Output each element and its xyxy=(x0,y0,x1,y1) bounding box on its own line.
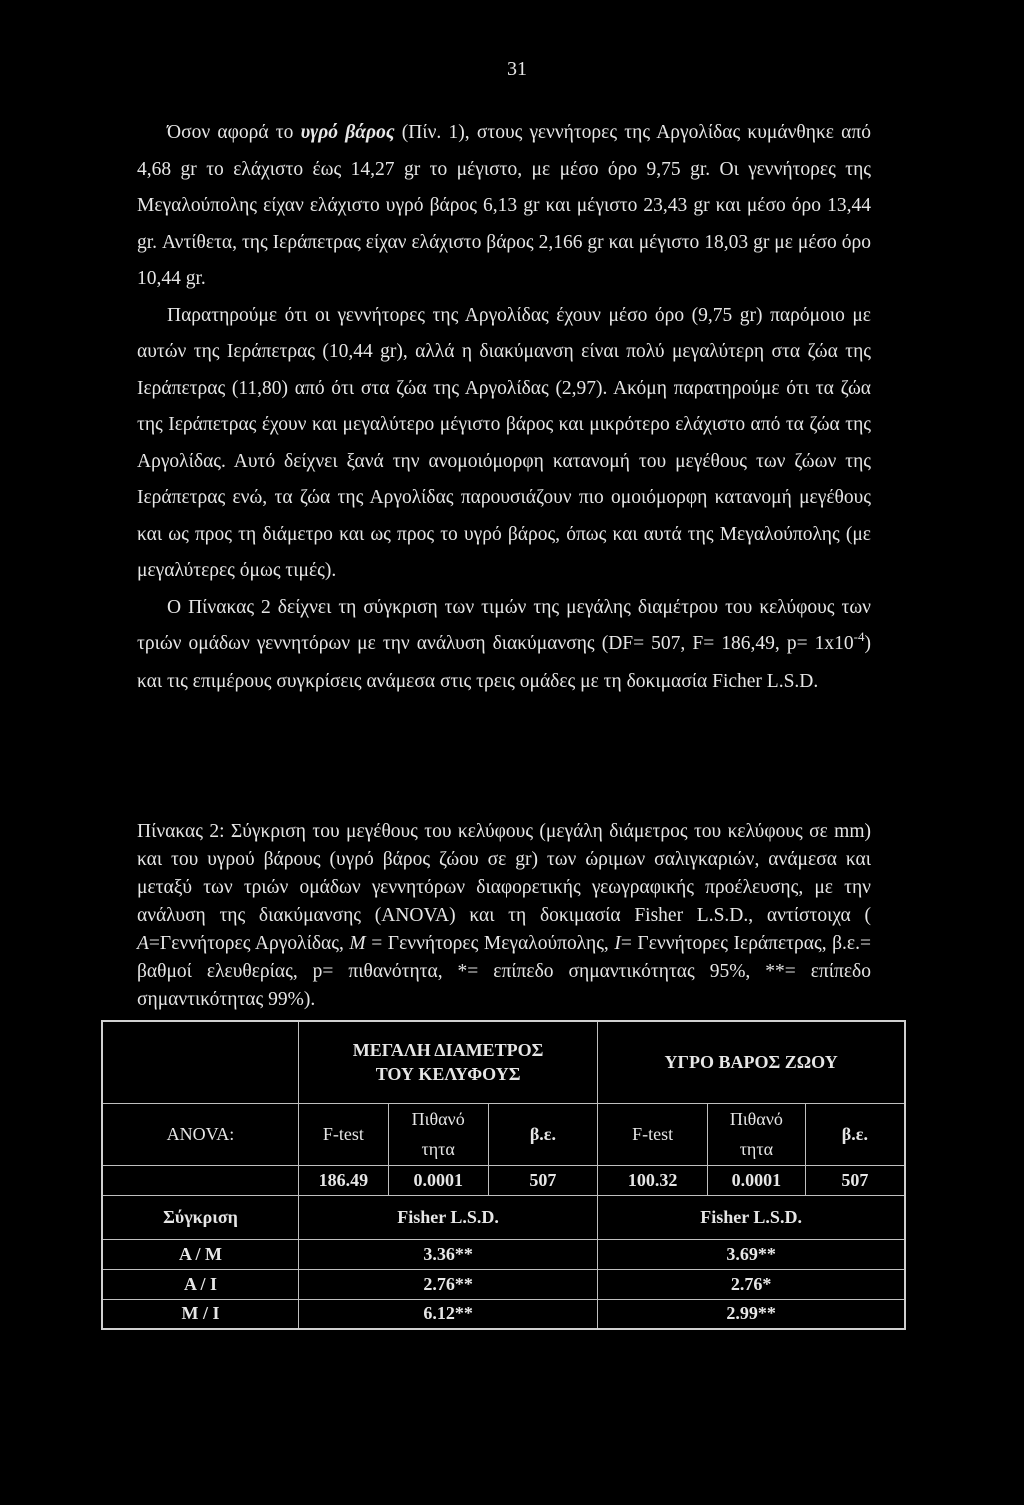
table-subheader-row xyxy=(102,1103,905,1165)
caption-i: Ι xyxy=(614,933,621,954)
caption-part3: = Γεννήτορες Μεγαλούπολης, xyxy=(365,933,615,954)
diameter-header-line1: ΜΕΓΑΛΗ ΔΙΑΜΕΤΡΟΣ xyxy=(352,1040,544,1061)
anova-label: ANOVA: xyxy=(102,1103,298,1165)
diameter-df-value: 507 xyxy=(488,1165,598,1195)
weight-comparison-value: 3.69** xyxy=(598,1239,905,1269)
results-table xyxy=(101,1020,906,1330)
diameter-header-line2: ΤΟΥ ΚΕΛΥΦΟΥΣ xyxy=(375,1064,521,1085)
diameter-fisher-header: Fisher L.S.D. xyxy=(298,1195,597,1239)
diameter-p-value: 0.0001 xyxy=(388,1165,488,1195)
caption-part1: Πίνακας 2: Σύγκριση του μεγέθους του κελύφους (μεγάλη διάμετρος του κελύφους σε mm) και του υγρού βάρους (υγρό βάρος ζώου σε gr) των ώριμων σαλιγκαριών, ανάμεσα και μεταξύ των τριών ομάδων γεννητόρων διαφορετικής γεωγραφικής προέλευσης, με την ανάλυση της διακύμανσης (ANOVA) και τη δοκιμασία Fisher L.S.D., αντίστοιχα ( xyxy=(137,821,871,926)
p3-start: Ο Πίνακας 2 δείχνει τη σύγκριση των τιμών της μεγάλης διαμέτρου του κελύφους των τριών ομάδων γεννητόρων με την ανάλυση διακύμανσης (DF= 507, F= 186,49, p= 1x10 xyxy=(137,596,871,654)
table-caption xyxy=(137,818,871,1014)
comparison-pair: Μ / Ι xyxy=(102,1299,298,1329)
comparison-pair: Α / Μ xyxy=(102,1239,298,1269)
diameter-group-header xyxy=(298,1021,597,1103)
paragraph-wet-weight xyxy=(137,115,871,298)
caption-part4: = Γεννήτορες Ιεράπετρας, β.ε.= βαθμοί ελευθερίας, p= πιθανότητα, *= επίπεδο σημαντικότητας 95%, **= επίπεδο σημαντικότητας 99%). xyxy=(137,933,871,1010)
table-row xyxy=(102,1239,905,1269)
weight-df-header: β.ε. xyxy=(805,1103,905,1165)
caption-part2: =Γεννήτορες Αργολίδας, xyxy=(148,933,350,954)
weight-fisher-header: Fisher L.S.D. xyxy=(598,1195,905,1239)
page-number: 31 xyxy=(507,58,527,80)
empty-cell xyxy=(102,1021,298,1103)
table-group-header-row xyxy=(102,1021,905,1103)
p1-rest: (Πίν. 1), στους γεννήτορες της Αργολίδας κυμάνθηκε από 4,68 gr το ελάχιστο έως 14,27 gr το μέγιστο, με μέσο όρο 9,75 gr. Οι γεννήτορες της Μεγαλούπολης είχαν ελάχιστο υγρό βάρος 6,13 gr και μέγιστο 23,43 gr και μέσο όρο 13,44 gr. Αντίθετα, της Ιεράπετρας είχαν ελάχιστο βάρος 2,166 gr και μέγιστο 18,03 gr με μέσο όρο 10,44 gr. xyxy=(137,122,871,289)
diameter-df-header: β.ε. xyxy=(488,1103,598,1165)
weight-probability-header: Πιθανό τητα xyxy=(707,1103,805,1165)
caption-a: Α xyxy=(137,933,149,954)
caption-m: Μ xyxy=(349,933,366,954)
weight-group-header: ΥΓΡΟ ΒΑΡΟΣ ΖΩΟΥ xyxy=(598,1021,905,1103)
comparison-pair: Α / Ι xyxy=(102,1269,298,1299)
weight-comparison-value: 2.76* xyxy=(598,1269,905,1299)
diameter-comparison-value: 3.36** xyxy=(298,1239,597,1269)
weight-p-value: 0.0001 xyxy=(707,1165,805,1195)
p3-rest: ) και τις επιμέρους συγκρίσεις ανάμεσα στις τρεις ομάδες με τη δοκιμασία Ficher L.S.D. xyxy=(137,633,871,692)
diameter-comparison-value: 2.76** xyxy=(298,1269,597,1299)
weight-comparison-value: 2.99** xyxy=(598,1299,905,1329)
diameter-probability-header: Πιθανό τητα xyxy=(388,1103,488,1165)
anova-values-row xyxy=(102,1165,905,1195)
paragraph-table-intro xyxy=(137,590,871,701)
empty-cell xyxy=(102,1165,298,1195)
diameter-comparison-value: 6.12** xyxy=(298,1299,597,1329)
table-row xyxy=(102,1299,905,1329)
body-text xyxy=(137,115,871,700)
diameter-ftest-header: F-test xyxy=(298,1103,388,1165)
p1-start: Όσον αφορά το xyxy=(167,122,301,143)
comparison-label: Σύγκριση xyxy=(102,1195,298,1239)
diameter-f-value: 186.49 xyxy=(298,1165,388,1195)
paragraph-observation: Παρατηρούμε ότι οι γεννήτορες της Αργολίδας έχουν μέσο όρο (9,75 gr) παρόμοιο με αυτών της Ιεράπετρας (10,44 gr), αλλά η διακύμανση είναι πολύ μεγαλύτερη στα ζώα της Ιεράπετρας (11,80) από ότι στα ζώα της Αργολίδας (2,97). Ακόμη παρατηρούμε ότι τα ζώα της Ιεράπετρας έχουν και μεγαλύτερο μέγιστο βάρος και μικρότερο ελάχιστο από τα ζώα της Αργολίδας. Αυτό δείχνει ξανά την ανομοιόμορφη κατανομή του μεγέθους των ζώων της Ιεράπετρας ενώ, τα ζώα της Αργολίδας παρουσιάζουν πιο ομοιόμορφη κατανομή μεγέθους και ως προς τη διάμετρο και ως προς το υγρό βάρος, όπως και αυτά της Μεγαλούπολης (με μεγαλύτερες όμως τιμές). xyxy=(137,304,871,581)
weight-df-value: 507 xyxy=(805,1165,905,1195)
p1-emphasis: υγρό βάρος xyxy=(300,122,395,143)
fisher-header-row xyxy=(102,1195,905,1239)
weight-ftest-header: F-test xyxy=(598,1103,708,1165)
weight-f-value: 100.32 xyxy=(598,1165,708,1195)
table-row xyxy=(102,1269,905,1299)
p3-superscript: -4 xyxy=(853,629,865,644)
